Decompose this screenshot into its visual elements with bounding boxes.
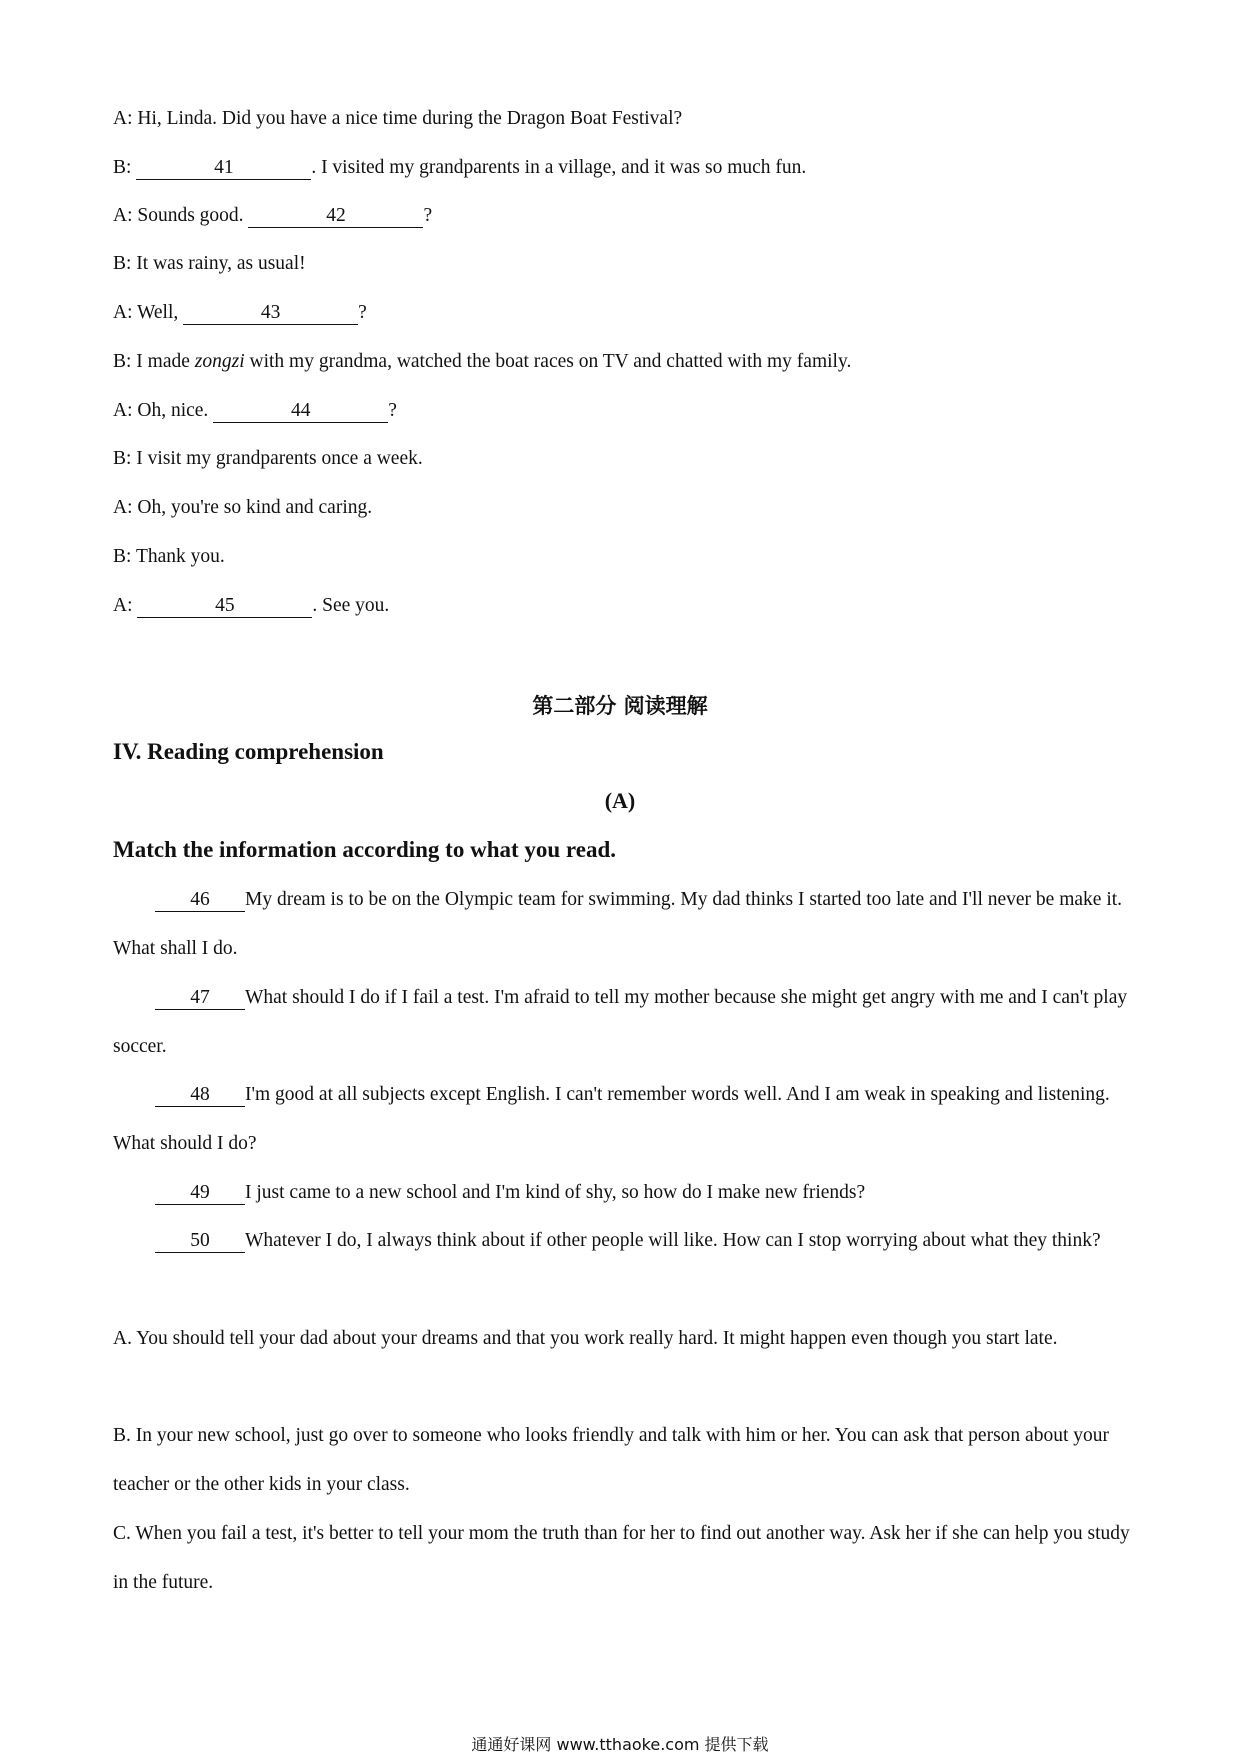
question-text: Whatever I do, I always think about if other people will like. How can I stop worrying about what they think?	[245, 1230, 1101, 1251]
question-text: My dream is to be on the Olympic team for swimming. My dad thinks I started too late and I'll never be make it. What shall I do.	[113, 889, 1123, 959]
answer-blank-46[interactable]: 46	[155, 889, 245, 912]
sub-label: (A)	[604, 788, 636, 813]
dialogue-text: B: I visit my grandparents once a week.	[113, 448, 423, 469]
question-47	[113, 973, 1131, 1071]
dialogue-text: A: Hi, Linda. Did you have a nice time during the Dragon Boat Festival?	[113, 108, 683, 129]
dialogue-text: A: Sounds good.	[113, 205, 249, 226]
question-49	[113, 1168, 1131, 1217]
footer-watermark: 通通好课网 www.tthaoke.com 提供下载	[471, 1735, 769, 1754]
option-b	[113, 1411, 1131, 1509]
answer-blank-41[interactable]: 41	[136, 157, 311, 180]
dialogue-text: A: Well,	[113, 302, 184, 323]
answer-blank-48[interactable]: 48	[155, 1084, 245, 1107]
dialogue-line-8	[113, 448, 423, 470]
answer-blank-42[interactable]: 42	[248, 205, 423, 228]
dialogue-line-2	[113, 157, 806, 180]
dialogue-line-3	[113, 205, 432, 228]
question-text: I'm good at all subjects except English. I can't remember words well. And I am weak in speaking and listening. What should I do?	[113, 1084, 1110, 1154]
dialogue-line-9	[113, 497, 372, 519]
question-46	[113, 875, 1131, 973]
dialogue-text: B: I made	[113, 351, 195, 372]
part-title: 第二部分 阅读理解	[532, 694, 708, 718]
option-a	[113, 1314, 1131, 1363]
question-text: I just came to a new school and I'm kind of shy, so how do I make new friends?	[245, 1182, 866, 1203]
dialogue-text: A: Oh, you're so kind and caring.	[113, 497, 373, 518]
instruction: Match the information according to what you read.	[113, 837, 616, 862]
italic-word: zongzi	[194, 351, 245, 372]
dialogue-line-10	[113, 546, 225, 568]
dialogue-text: with my grandma, watched the boat races on TV and chatted with my family.	[244, 351, 852, 372]
section-heading: IV. Reading comprehension	[113, 739, 384, 764]
answer-blank-47[interactable]: 47	[155, 987, 245, 1010]
dialogue-text: . I visited my grandparents in a village, and it was so much fun.	[311, 157, 807, 178]
speaker-label: A:	[113, 595, 138, 616]
answer-blank-44[interactable]: 44	[213, 400, 388, 423]
dialogue-text: ?	[423, 205, 433, 226]
option-text: C. When you fail a test, it's better to tell your mom the truth than for her to find out another way. Ask her if she can help you study in the future.	[113, 1523, 1130, 1593]
dialogue-line-7	[113, 400, 397, 423]
dialogue-text: B: It was rainy, as usual!	[113, 253, 306, 274]
dialogue-line-11	[113, 595, 389, 618]
dialogue-text: B: Thank you.	[113, 546, 225, 567]
dialogue-text: ?	[358, 302, 367, 323]
answer-blank-45[interactable]: 45	[137, 595, 312, 618]
option-c	[113, 1509, 1131, 1607]
dialogue-text: ?	[388, 400, 397, 421]
answer-blank-49[interactable]: 49	[155, 1182, 245, 1205]
dialogue-line-5	[113, 302, 367, 325]
dialogue-line-6	[113, 351, 851, 373]
option-text: B. In your new school, just go over to someone who looks friendly and talk with him or her. You can ask that person about your teacher or the other kids in your class.	[113, 1425, 1109, 1495]
option-text: A. You should tell your dad about your dreams and that you work really hard. It might happen even though you start late.	[113, 1328, 1058, 1349]
question-50	[113, 1216, 1131, 1265]
answer-blank-50[interactable]: 50	[155, 1230, 245, 1253]
question-48	[113, 1070, 1131, 1168]
question-text: What should I do if I fail a test. I'm afraid to tell my mother because she might get angry with me and I can't play soccer.	[113, 987, 1128, 1057]
dialogue-line-4	[113, 253, 306, 275]
dialogue-line-1	[113, 108, 682, 130]
dialogue-text: A: Oh, nice.	[113, 400, 214, 421]
speaker-label: B:	[113, 157, 137, 178]
dialogue-text: . See you.	[312, 595, 390, 616]
answer-blank-43[interactable]: 43	[183, 302, 358, 325]
